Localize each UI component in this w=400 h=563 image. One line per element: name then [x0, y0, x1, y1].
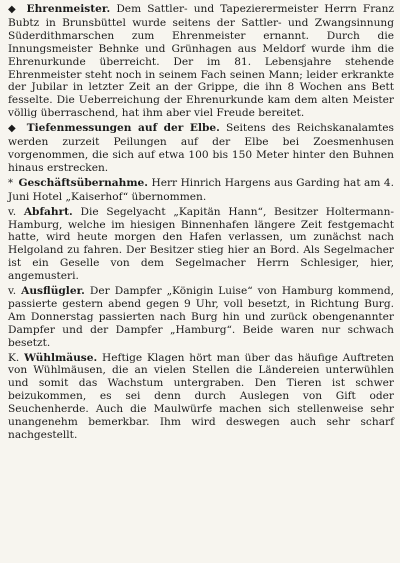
author-marker: K. [8, 351, 20, 364]
article-heading: Wühlmäuse. [24, 351, 98, 364]
article-heading: Ausflügler. [21, 285, 85, 298]
article-body: Der Dampfer „Königin Luise“ von Hamburg kommend, passierte gestern abend gegen 9 Uhr, voll besetzt, in Richtung Burg. Am Donnerstag passierten nach Burg hin und zurück obengenannter Dampfer und der Dampfer „Hamburg“. Beide waren nur schwach besetzt. [8, 285, 394, 349]
article-body: Heftige Klagen hört man über das häufige Auftreten von Wühlmäusen, die an vielen Stellen die Ländereien unterwühlen und somit das Wachstum untergraben. Den Tieren ist schwer beizukommen, es sei denn durch Auslegen von Gift oder Seuchenherde. Auch die Maulwürfe machen sich stellenweise sehr unangenehm bemerkbar. Ihm wird deswegen auch sehr scharf nachgestellt. [8, 351, 394, 441]
author-marker: v. [8, 285, 17, 298]
diamond-bullet-icon: ◆ [8, 123, 19, 135]
article-tiefenmessungen [8, 122, 394, 175]
article-body: Die Segelyacht „Kapitän Hann“, Besitzer Holtermann-Hamburg, welche im hiesigen Binnenhafen längere Zeit festgemacht hatte, wird heute morgen den Hafen verlassen, um zunächst nach Helgoland zu fahren. Der Besitzer stieg hier an Bord. Als Segelmacher ist ein Geselle von dem Segelmacher Herrn Schlesiger, hier, angemusteri. [8, 205, 394, 283]
article-body: Seitens des Reichskanalamtes werden zurzeit Peilungen auf der Elbe bei Zoesmenhusen vorgenommen, die sich auf etwa 100 bis 150 Meter hinter den Buhnen hinaus erstrecken. [8, 122, 394, 174]
article-ehrenmeister [8, 3, 394, 120]
article-body: Herr Hinrich Hargens aus Garding hat am 4. Juni Hotel „Kaiserhof“ übernommen. [8, 176, 394, 203]
article-heading: Tiefenmessungen auf der Elbe. [26, 122, 220, 135]
article-heading: Geschäftsübernahme. [18, 176, 148, 189]
article-heading: Abfahrt. [23, 205, 73, 218]
article-geschaeftsuebernahme [8, 177, 394, 204]
article-wuehlmaeuse [8, 352, 394, 442]
author-marker: v. [8, 205, 17, 218]
asterisk-marker: * [8, 177, 13, 189]
diamond-bullet-icon: ◆ [8, 4, 19, 15]
article-abfahrt [8, 206, 394, 283]
article-heading: Ehrenmeister. [26, 3, 111, 15]
article-body: Dem Sattler- und Tapezierermeister Herrn Franz Bubtz in Brunsbüttel wurde seitens der Sattler- und Zwangsinnung Süderdithmarschen zum Ehrenmeister ernannt. Durch die Innungsmeister Behnke und Grünhagen aus Meldorf wurde ihm die Ehrenurkunde überreicht. Der im 81. Lebensjahre stehende Ehrenmeister steht noch in seinem Fach seinen Mann; leider erkrankte der Jubilar in letzter Zeit an der Grippe, die ihn 8 Wochen ans Bett fesselte. Die Ueberreichung der Ehrenurkunde kam dem alten Meister völlig überraschend, hat ihm aber viel Freude bereitet. [8, 3, 394, 120]
article-ausfluegler [8, 285, 394, 350]
